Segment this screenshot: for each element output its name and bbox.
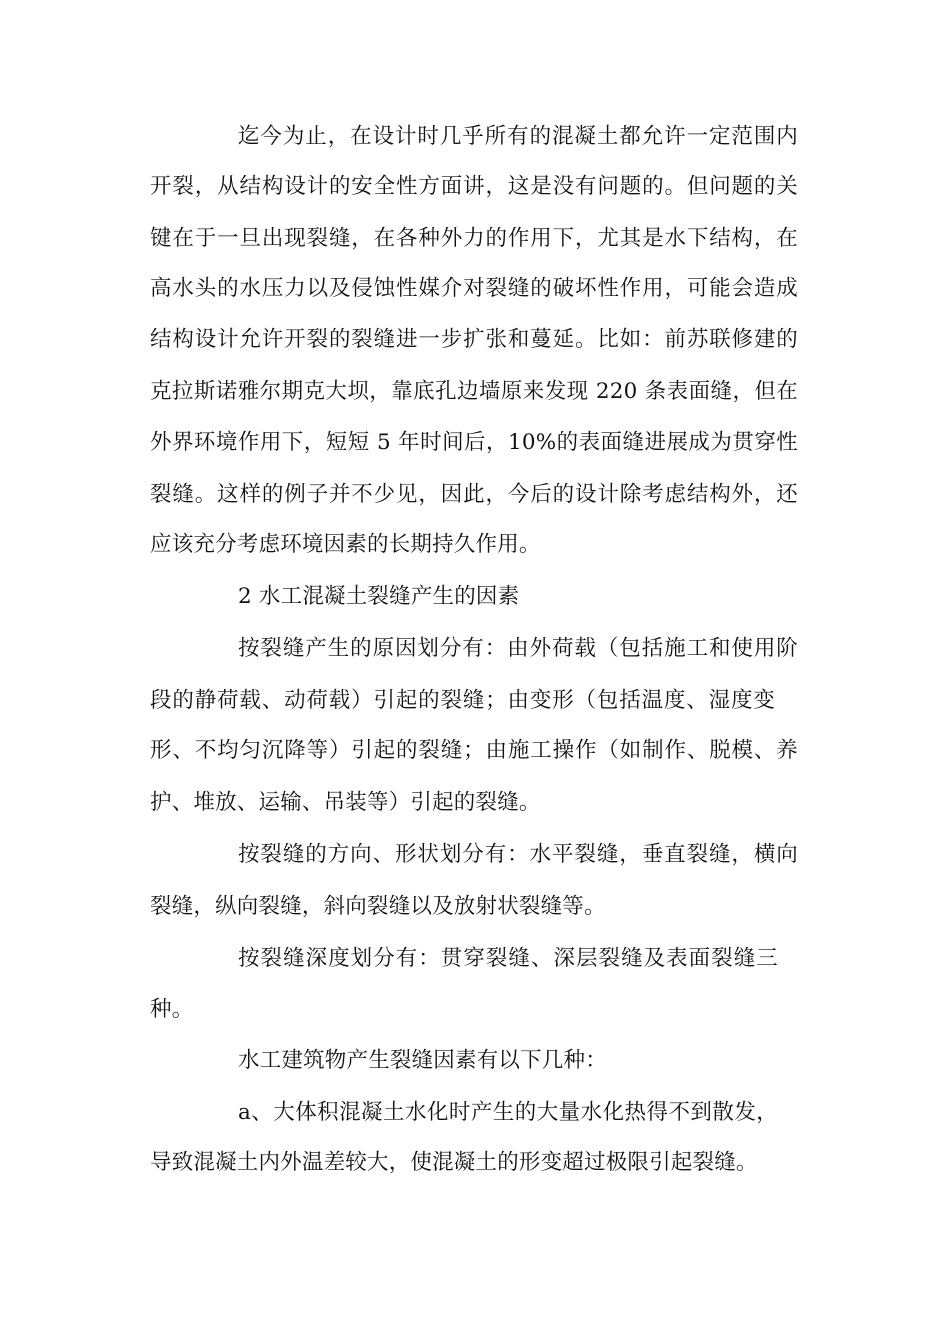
text-line: 高水头的水压力以及侵蚀性媒介对裂缝的破坏性作用，可能会造成: [150, 276, 798, 301]
text-line: 开裂，从结构设计的安全性方面讲，这是没有问题的。但问题的关: [150, 174, 798, 199]
text-line: 迄今为止，在设计时几乎所有的混凝土都允许一定范围内: [238, 124, 798, 149]
text-line: 段的静荷载、动荷载）引起的裂缝；由变形（包括温度、湿度变: [150, 688, 775, 713]
text-line: 裂缝。这样的例子并不少见，因此，今后的设计除考虑结构外，还: [150, 482, 798, 507]
text-line: 应该充分考虑环境因素的长期持久作用。: [150, 532, 541, 557]
text-line: 外界环境作用下，短短 5 年时间后，10%的表面缝进展成为贯穿性: [150, 430, 798, 455]
text-line: 2 水工混凝土裂缝产生的因素: [238, 584, 520, 609]
text-line: 形、不均匀沉降等）引起的裂缝；由施工操作（如制作、脱模、养: [150, 738, 798, 763]
text-line: 护、堆放、运输、吊装等）引起的裂缝。: [150, 790, 541, 815]
text-line: 按裂缝深度划分有：贯穿裂缝、深层裂缝及表面裂缝三: [238, 946, 778, 971]
text-line: 克拉斯诺雅尔期克大坝，靠底孔边墙原来发现 220 条表面缝，但在: [150, 379, 798, 404]
text-line: 键在于一旦出现裂缝，在各种外力的作用下，尤其是水下结构，在: [150, 226, 798, 251]
text-line: 裂缝，纵向裂缝，斜向裂缝以及放射状裂缝等。: [150, 894, 606, 919]
text-line: a、大体积混凝土水化时产生的大量水化热得不到散发，: [238, 1100, 778, 1125]
text-line: 按裂缝产生的原因划分有：由外荷载（包括施工和使用阶: [238, 636, 798, 661]
text-line: 水工建筑物产生裂缝因素有以下几种：: [238, 1048, 607, 1073]
text-line: 结构设计允许开裂的裂缝进一步扩张和蔓延。比如：前苏联修建的: [150, 327, 798, 352]
text-line: 导致混凝土内外温差较大，使混凝土的形变超过极限引起裂缝。: [150, 1150, 758, 1175]
text-line: 按裂缝的方向、形状划分有：水平裂缝，垂直裂缝，横向: [238, 842, 798, 867]
text-line: 种。: [150, 997, 194, 1022]
